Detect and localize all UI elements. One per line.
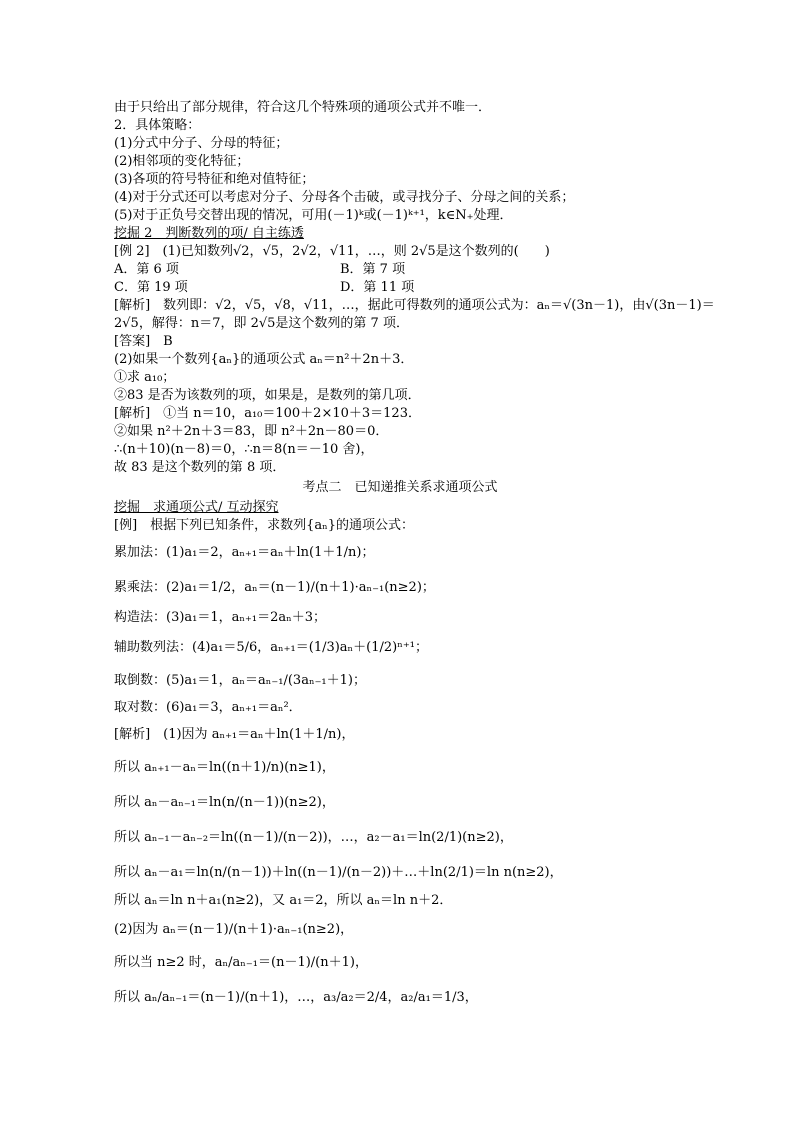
text-line-18: [解析] ①当 n＝10，a₁₀＝100＋2×10＋3＝123． <box>114 406 421 421</box>
text-line-38: 所以当 n≥2 时，aₙ/aₙ₋₁＝(n－1)/(n＋1)， <box>114 955 368 970</box>
text-line-2: 2．具体策略： <box>114 118 201 133</box>
text-line-3: (1)分式中分子、分母的特征； <box>114 136 289 151</box>
text-line-26: 累乘法：(2)a₁＝1/2，aₙ＝(n－1)/(n＋1)·aₙ₋₁(n≥2)； <box>114 580 435 595</box>
section-heading-2: 挖掘 求通项公式/ 互动探究 <box>114 500 279 515</box>
text-line-39: 所以 aₙ/aₙ₋₁＝(n－1)/(n＋1)，…，a₃/a₂＝2/4，a₂/a₁＝1/3， <box>114 990 478 1005</box>
text-line-31: [解析] (1)因为 aₙ₊₁＝aₙ＋ln(1＋1/n)， <box>114 727 355 742</box>
text-line-13: 2√5，解得：n＝7，即 2√5是这个数列的第 7 项． <box>114 316 409 331</box>
text-line-9: [例 2] (1)已知数列√2，√5，2√2，√11，…，则 2√5是这个数列的( ) <box>114 244 550 259</box>
text-line-7: (5)对于正负号交替出现的情况，可用(－1)ᵏ或(－1)ᵏ⁺¹，k∈N₊处理． <box>114 208 513 223</box>
text-line-37: (2)因为 aₙ＝(n－1)/(n＋1)·aₙ₋₁(n≥2)， <box>114 922 354 937</box>
text-line-32: 所以 aₙ₊₁－aₙ＝ln((n＋1)/n)(n≥1)， <box>114 760 335 775</box>
text-line-16: ①求 a₁₀； <box>114 370 176 385</box>
text-line-14: [答案] B <box>114 334 173 349</box>
text-line-28: 辅助数列法：(4)a₁＝5/6，aₙ₊₁＝(1/3)aₙ＋(1/2)ⁿ⁺¹； <box>114 640 428 655</box>
text-line-25: 累加法：(1)a₁＝2，aₙ₊₁＝aₙ＋ln(1＋1/n)； <box>114 545 375 560</box>
text-line-21: 故 83 是这个数列的第 8 项． <box>114 460 286 475</box>
text-line-29: 取倒数：(5)a₁＝1，aₙ＝aₙ₋₁/(3aₙ₋₁＋1)； <box>114 673 366 688</box>
text-line-19: ②如果 n²＋2n＋3＝83，即 n²＋2n－80＝0． <box>114 424 389 439</box>
text-line-12: [解析] 数列即：√2，√5，√8，√11，…，据此可得数列的通项公式为：aₙ＝√(3n－1)，由√(3n－1)＝ <box>114 298 715 313</box>
text-line-33: 所以 aₙ－aₙ₋₁＝ln(n/(n－1))(n≥2)， <box>114 795 335 810</box>
text-line-6: (4)对于分式还可以考虑对分子、分母各个击破，或寻找分子、分母之间的关系； <box>114 190 575 205</box>
option-c: C．第 19 项 <box>114 280 188 295</box>
option-d: D．第 11 项 <box>340 280 415 295</box>
text-line-17: ②83 是否为该数列的项，如果是，是数列的第几项． <box>114 388 421 403</box>
text-line-15: (2)如果一个数列{aₙ}的通项公式 aₙ＝n²＋2n＋3． <box>114 352 414 367</box>
option-a: A．第 6 项 <box>114 262 179 277</box>
text-line-36: 所以 aₙ＝ln n＋a₁(n≥2)，又 a₁＝2，所以 aₙ＝ln n＋2． <box>114 893 453 908</box>
text-line-30: 取对数：(6)a₁＝3，aₙ₊₁＝aₙ²． <box>114 700 302 715</box>
text-line-24: [例] 根据下列已知条件，求数列{aₙ}的通项公式： <box>114 518 415 533</box>
text-line-34: 所以 aₙ₋₁－aₙ₋₂＝ln((n－1)/(n－2))，…，a₂－a₁＝ln(2/1)(n≥2)， <box>114 830 513 845</box>
text-line-4: (2)相邻项的变化特征； <box>114 154 250 169</box>
text-line-35: 所以 aₙ－a₁＝ln(n/(n－1))＋ln((n－1)/(n－2))＋…＋ln(2/1)＝ln n(n≥2)， <box>114 865 563 880</box>
text-line-20: ∴(n＋10)(n－8)＝0，∴n＝8(n＝－10 舍)， <box>114 442 374 457</box>
text-line-27: 构造法：(3)a₁＝1，aₙ₊₁＝2aₙ＋3； <box>114 610 327 625</box>
text-line-5: (3)各项的符号特征和绝对值特征； <box>114 172 315 187</box>
text-line-1: 由于只给出了部分规律，符合这几个特殊项的通项公式并不唯一． <box>114 100 492 115</box>
option-b: B．第 7 项 <box>340 262 406 277</box>
section-heading-1: 挖掘 2 判断数列的项/ 自主练透 <box>114 226 304 241</box>
section-title: 考点二 已知递推关系求通项公式 <box>302 480 498 495</box>
